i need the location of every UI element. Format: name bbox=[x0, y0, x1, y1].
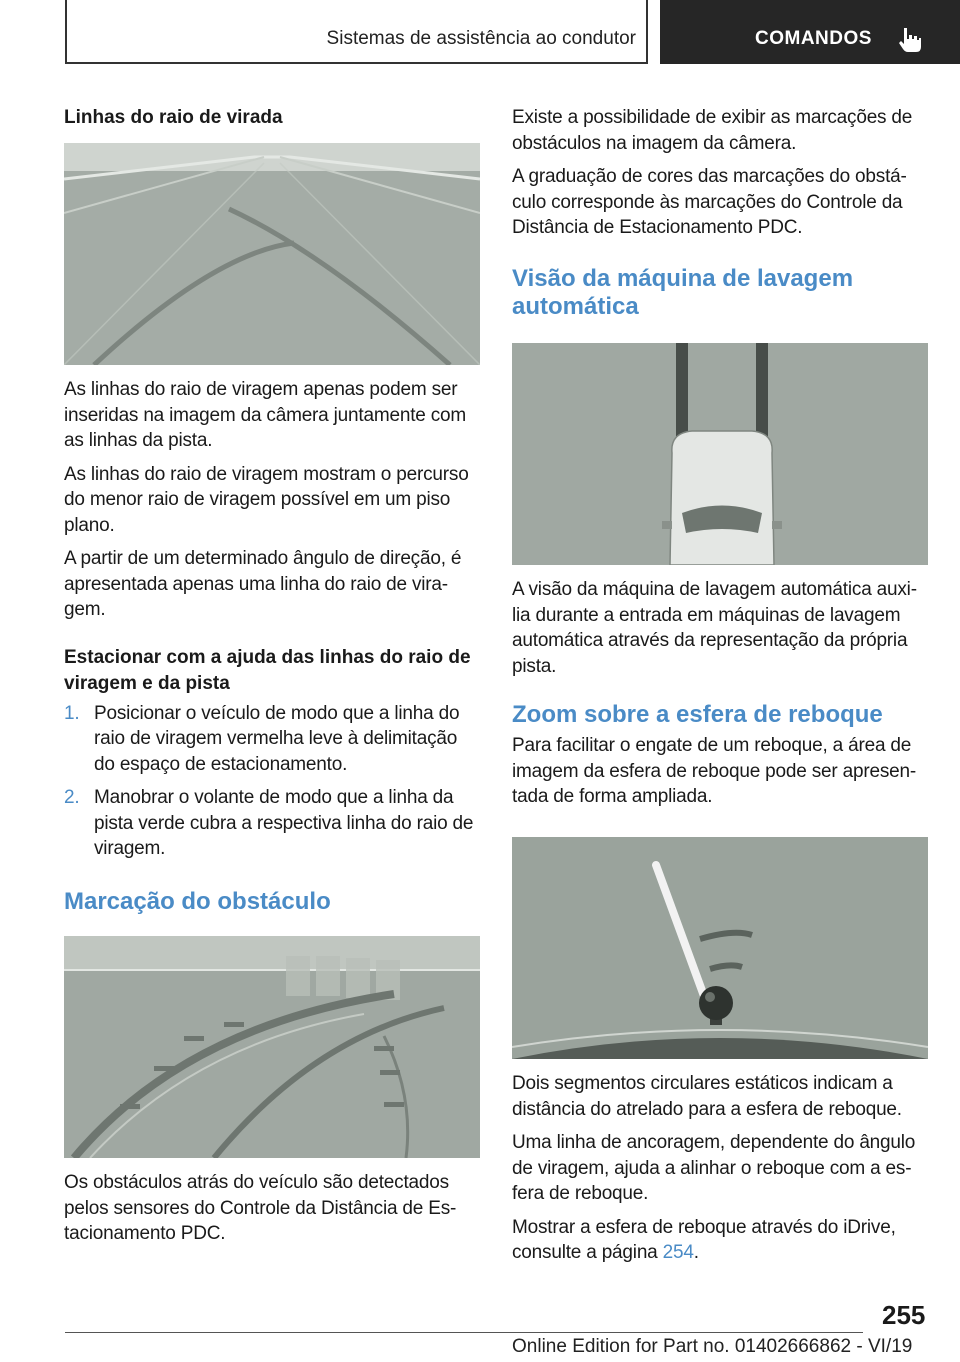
tow-ball-p3: Uma linha de ancoragem, dependente do ângulo de viragem, ajuda a alinhar o reboque com a es‐ fera de reboque. bbox=[512, 1132, 916, 1204]
footer-divider bbox=[65, 1332, 863, 1333]
obstacle-heading: Marcação do obstáculo bbox=[64, 887, 331, 915]
section-title: Sistemas de assistência ao condutor bbox=[326, 28, 636, 49]
turning-radius-p2: As linhas do raio de viragem mostram o percurso do menor raio de viragem possível em um piso plano. bbox=[64, 463, 469, 536]
car-wash-heading: Visão da máquina de lavagem automática bbox=[512, 264, 854, 320]
right-column-top bbox=[512, 105, 928, 321]
obstacle-marking-image bbox=[64, 936, 480, 1158]
footer-edition: Online Edition for Part no. 01402666862 - VI/19 bbox=[512, 1336, 913, 1357]
obstacle-cont-p1: Existe a possibilidade de exibir as marcações de obstáculos na imagem da câmera. bbox=[512, 107, 913, 154]
car-wash-p1: A visão da máquina de lavagem automática auxi‐ lia durante a entrada em máquinas de lavagem automática através da representação da própria pista. bbox=[512, 579, 917, 677]
tow-ball-p2: Dois segmentos circulares estáticos indicam a distância do atrelado para a esfera de reboque. bbox=[512, 1073, 902, 1120]
turning-radius-p3: A partir de um determinado ângulo de direção, é apresentada apenas uma linha do raio de vira‐ gem. bbox=[64, 548, 462, 620]
tow-ball-heading: Zoom sobre a esfera de reboque bbox=[512, 701, 883, 728]
obstacle-cont-p2: A graduação de cores das marcações do obstá‐ culo corresponde às marcações do Controle da Distância de Estacionamento PDC. bbox=[512, 166, 907, 238]
tow-ball-zoom-image bbox=[512, 837, 928, 1059]
step-text: Posicionar o veículo de modo que a linha do raio de viragem vermelha leve à delimitação do espaço de estacionamento. bbox=[94, 702, 460, 775]
parking-heading: Estacionar com a ajuda das linhas do raio de viragem e da pista bbox=[64, 646, 471, 694]
turning-radius-p1: As linhas do raio de viragem apenas podem ser inseridas na imagem da câmera juntamente com as linhas da pista. bbox=[64, 379, 467, 451]
turning-radius-text bbox=[64, 377, 480, 916]
page-number: 255 bbox=[882, 1300, 926, 1330]
chapter-tab-label: COMANDOS bbox=[755, 28, 872, 49]
tow-ball-p4-suffix: . bbox=[693, 1242, 699, 1263]
car-wash-text bbox=[512, 577, 928, 810]
step-number: 1. bbox=[64, 702, 80, 724]
step-text: Manobrar o volante de modo que a linha da pista verde cubra a respectiva linha do raio de viragem. bbox=[94, 787, 474, 859]
obstacle-text bbox=[64, 1170, 480, 1247]
left-column bbox=[64, 105, 480, 131]
pointing-hand-icon bbox=[898, 26, 922, 54]
car-wash-image bbox=[512, 343, 928, 565]
turning-radius-heading: Linhas do raio de virada bbox=[64, 107, 283, 128]
tow-ball-p4-prefix: Mostrar a esfera de reboque através do iDrive, consulte a página bbox=[512, 1216, 896, 1263]
parking-step-1 bbox=[64, 701, 480, 778]
parking-step-2 bbox=[64, 785, 480, 862]
tow-ball-p1: Para facilitar o engate de um reboque, a área de imagem da esfera de reboque pode ser apresen‐ tada de forma ampliada. bbox=[512, 735, 916, 807]
tow-ball-p4 bbox=[512, 1215, 928, 1266]
page-reference-link[interactable]: 254 bbox=[662, 1242, 694, 1263]
turning-radius-image bbox=[64, 143, 480, 365]
header-section-box bbox=[65, 0, 648, 64]
tow-ball-text bbox=[512, 1071, 928, 1266]
obstacle-p1: Os obstáculos atrás do veículo são detectados pelos sensores do Controle da Distância de Es‐ tacionamento PDC. bbox=[64, 1172, 457, 1244]
step-number: 2. bbox=[64, 787, 80, 808]
